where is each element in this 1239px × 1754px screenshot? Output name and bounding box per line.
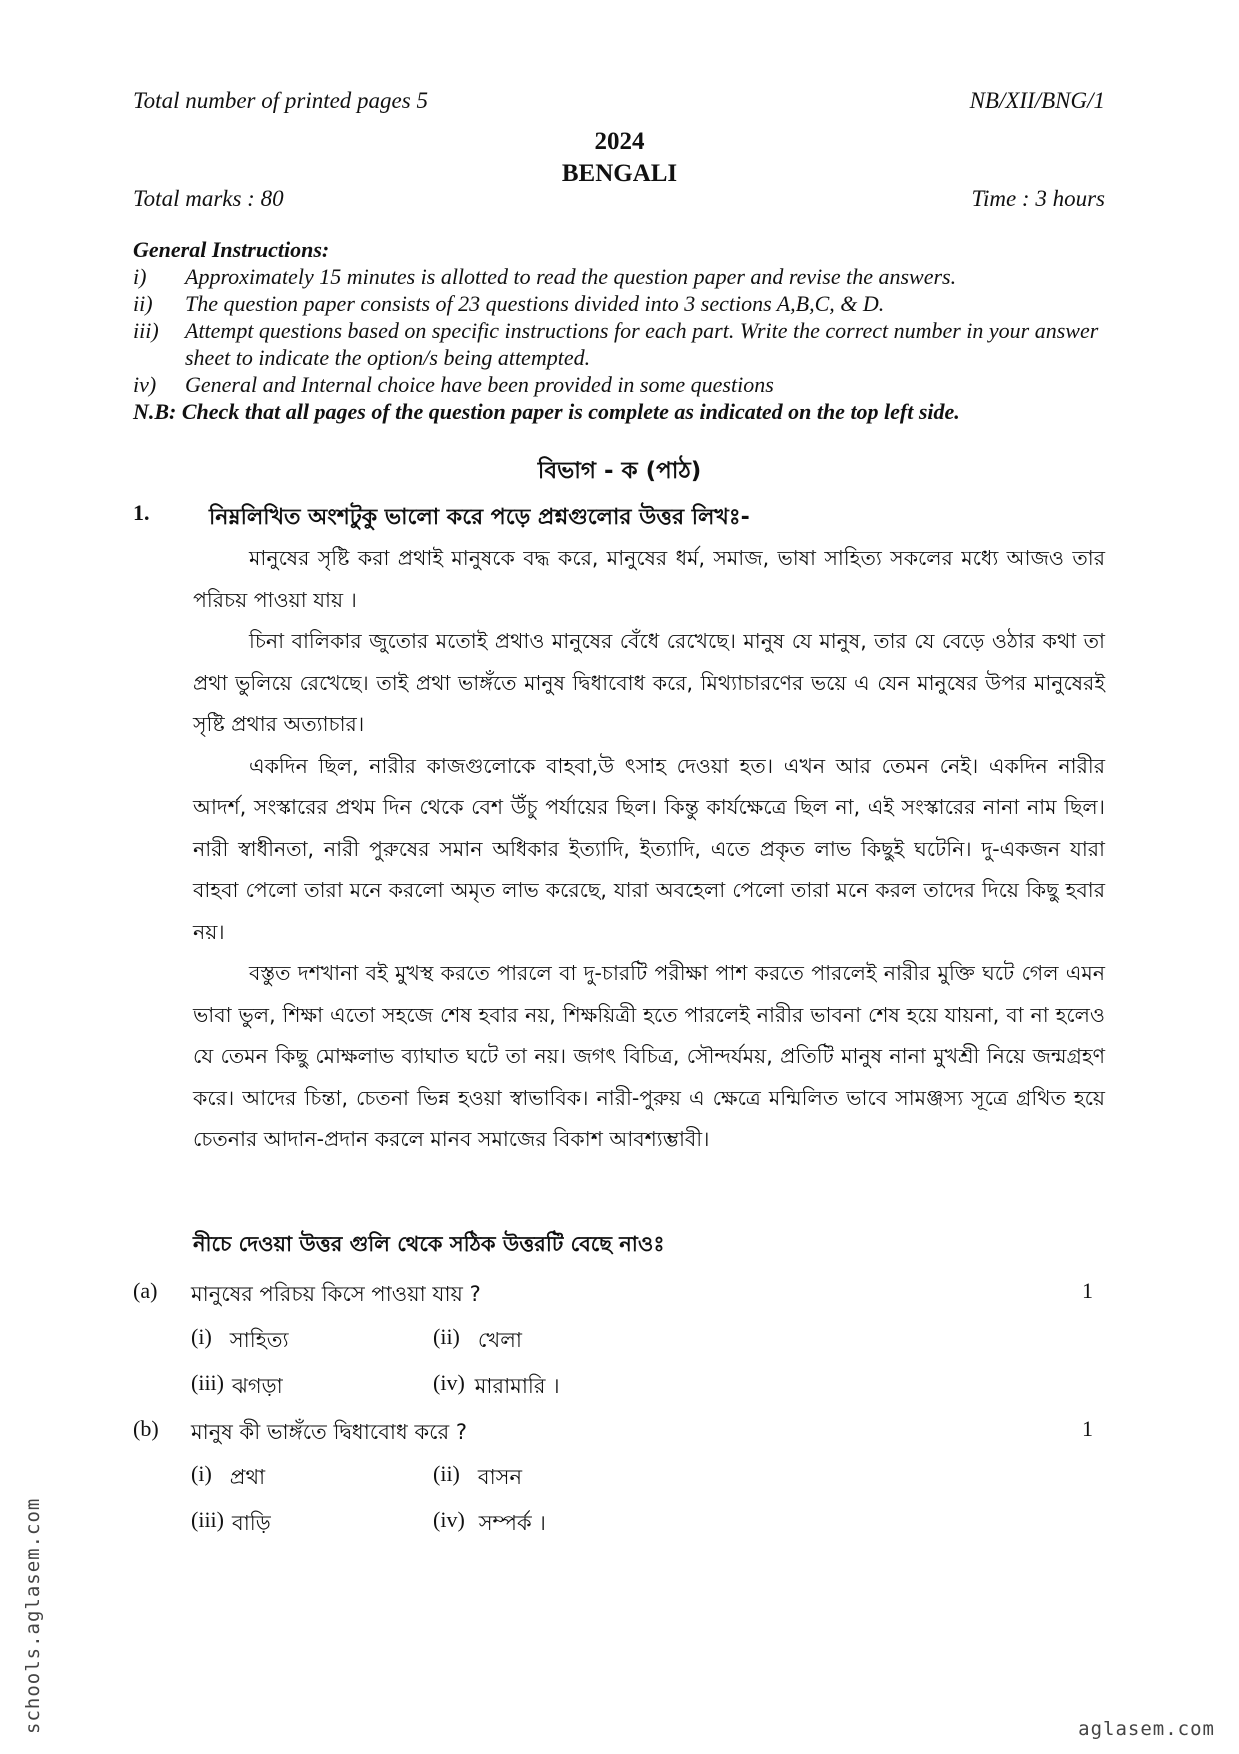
time-allowed: Time : 3 hours xyxy=(971,186,1105,211)
question-text: মানুষ কী ভাঙ্গঁতে দ্বিধাবোধ করে ? xyxy=(191,1420,467,1444)
printed-pages-note: Total number of printed pages 5 xyxy=(133,88,428,113)
question-text: মানুষের পরিচয় কিসে পাওয়া যায় ? xyxy=(191,1282,481,1306)
option: (iii) ঝগড়া xyxy=(191,1370,283,1398)
passage-paragraph: চিনা বালিকার জুতোর মতোই প্রথাও মানুষের বেঁধে রেখেছে। মানুষ যে মানুষ, তার যে বেড়ে ওঠার কথা তা প্রথা ভুলিয়ে রেখেছে। তাই প্রথা ভাঙ্গঁতে মানুষ দ্বিধাবোধ করে, মিথ্যাচারণের ভয়ে এ যেন মানুষের উপর মানুষেরই সৃষ্টি প্রথার অত্যাচার। xyxy=(193,629,1105,736)
passage-paragraph: একদিন ছিল, নারীর কাজগুলোকে বাহবা,উ ৎসাহ দেওয়া হত। এখন আর তেমন নেই। একদিন নারীর আদর্শ, সংস্কারের প্রথম দিন থেকে বেশ উঁচু পর্যায়ের ছিল। কিন্তু কার্যক্ষেত্রে ছিল না, এই সংস্কারের নানা নাম ছিল। নারী স্বাধীনতা, নারী পুরুষের সমান অধিকার ইত্যাদি, ইত্যাদি, এতে প্রকৃত লাভ কিছুই ঘটেনি। দু-একজন যারা বাহবা পেলো তারা মনে করলো অমৃত লাভ করেছে, যারা অবহেলা পেলো তারা মনে করল তাদের দিয়ে কিছু হবার নয়। xyxy=(193,753,1105,944)
marks-time-row xyxy=(133,186,1105,212)
instruction-item: i) Approximately 15 minutes is allotted to read the question paper and revise the answers. xyxy=(133,264,957,289)
nb-note: N.B: Check that all pages of the question paper is complete as indicated on the top left side. xyxy=(133,399,960,424)
option: (ii) বাসন xyxy=(433,1461,523,1489)
passage-paragraph: মানুষের সৃষ্টি করা প্রথাই মানুষকে বদ্ধ করে, মানুষের ধর্ম, সমাজ, ভাষা সাহিত্য সকলের মধ্যে আজও তার পরিচয় পাওয়া যায় । xyxy=(193,546,1105,612)
question-marks: 1 xyxy=(1082,1278,1093,1303)
instruction-item: iv) General and Internal choice have been provided in some questions xyxy=(133,372,774,397)
paper-code: NB/XII/BNG/1 xyxy=(969,88,1105,113)
option: (ii) খেলা xyxy=(433,1324,522,1352)
option: (iv) মারামারি । xyxy=(433,1370,560,1398)
exam-year: 2024 xyxy=(594,128,645,155)
option: (iv) সম্পর্ক । xyxy=(433,1507,546,1535)
section-a-title: বিভাগ - ক (পাঠ) xyxy=(537,458,702,484)
question-label: (b) xyxy=(133,1416,159,1441)
total-marks: Total marks : 80 xyxy=(133,186,284,211)
question-prompt: নিম্নলিখিত অংশটুকু ভালো করে পড়ে প্রশ্নগুলোর উত্তর লিখঃ- xyxy=(209,505,750,530)
option: (i) প্রথা xyxy=(191,1461,266,1489)
header-top-row xyxy=(133,88,1105,114)
bottom-watermark: aglasem.com xyxy=(1078,1718,1215,1740)
instruction-item: ii) The question paper consists of 23 questions divided into 3 sections A,B,C, & D. xyxy=(133,291,885,316)
option: (i) সাহিত্য xyxy=(191,1324,289,1352)
question-1 xyxy=(133,500,1105,537)
question-number: 1. xyxy=(133,500,150,525)
reading-passage xyxy=(193,538,1105,1161)
question-a xyxy=(133,1278,1093,1313)
instructions-heading: General Instructions: xyxy=(133,237,330,262)
question-b xyxy=(133,1416,1093,1451)
question-marks: 1 xyxy=(1082,1416,1093,1441)
passage-paragraph: বস্তুত দশখানা বই মুখস্থ করতে পারলে বা দু-চারটি পরীক্ষা পাশ করতে পারলেই নারীর মুক্তি ঘটে গেল এমন ভাবা ভুল, শিক্ষা এতো সহজে শেষ হবার নয়, শিক্ষয়িত্রী হতে পারলেই নারীর ভাবনা শেষ হয়ে যায়না, বা না হলেও যে তেমন কিছু মোক্ষলাভ ব্যাঘাত ঘটে তা নয়। জগৎ বিচিত্র, সৌন্দর্যময়, প্রতিটি মানুষ নানা মুখশ্রী নিয়ে জন্মগ্রহণ করে। আদের চিন্তা, চেতনা ভিন্ন হওয়া স্বাভাবিক। নারী-পুরুয় এ ক্ষেত্রে মন্মিলিত ভাবে সামঞ্জস্য সূত্রে গ্রথিত হয়ে চেতনার আদান-প্রদান করলে মানব সমাজের বিকাশ আবশ্যম্ভাবী। xyxy=(193,961,1105,1151)
choose-instruction: নীচে দেওয়া উত্তর গুলি থেকে সঠিক উত্তরটি বেছে নাওঃ xyxy=(193,1232,665,1256)
instruction-item: iii) Attempt questions based on specific instructions for each part. Write the correct number in your answer sheet to indicate the option/s being attempted. xyxy=(133,318,1099,370)
general-instructions xyxy=(133,236,1105,425)
subject-title: BENGALI xyxy=(561,160,678,187)
option: (iii) বাড়ি xyxy=(191,1507,271,1535)
side-watermark: schools.aglasem.com xyxy=(22,1497,44,1734)
question-label: (a) xyxy=(133,1278,158,1303)
